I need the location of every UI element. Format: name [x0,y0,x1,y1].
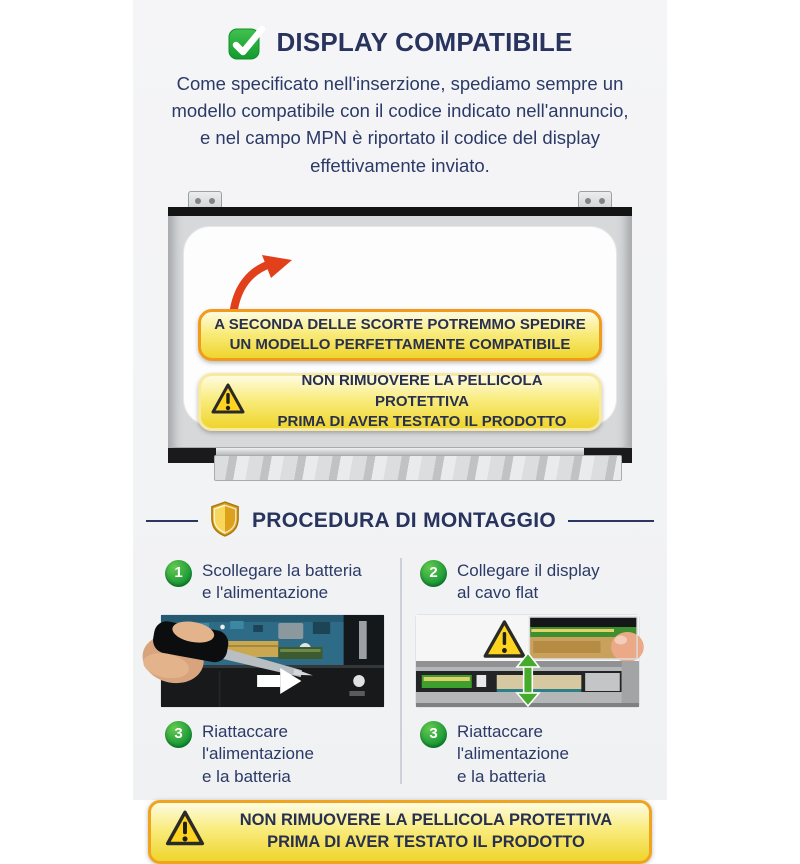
screw-hole [585,198,591,204]
screw-hole [599,198,605,204]
step-3-right-label [400,717,655,788]
stock-note-line: A SECONDA DELLE SCORTE POTREMMO SPEDIRE [214,315,586,333]
footer-warning-line: NON RIMUOVERE LA PELLICOLA PROTETTIVA [239,810,613,829]
film-warning-line: PRIMA DI AVER TESTATO IL PRODOTTO [277,412,567,430]
panel-corner-left [168,448,216,463]
step-number-badge: 3 [165,721,192,748]
step-text: Riattaccare l'alimentazione e la batteria [202,721,314,786]
step-3-left-label [145,717,400,788]
assembly-section-title: PROCEDURA DI MONTAGGIO [251,509,557,533]
flat-cable-connect-photo [416,615,639,707]
assembly-steps [145,556,655,788]
description-line: effettivamente inviato. [310,154,490,176]
lcd-panel-illustration [168,191,632,481]
step-number-badge: 2 [420,560,447,587]
screw-hole [195,198,201,204]
column-divider [400,558,402,784]
footer-warning-line: PRIMA DI AVER TESTATO IL PRODOTTO [267,833,585,852]
content-column [133,0,667,852]
connector-inset-photo [529,617,643,662]
film-warning-note [198,373,602,431]
page-title: DISPLAY COMPATIBILE [276,26,573,57]
header [133,0,667,60]
assembly-section-header [133,501,667,542]
stock-note-line: UN MODELLO PERFETTAMENTE COMPATIBILE [229,335,571,353]
screw-hole [209,198,215,204]
step-text: Scollegare la batteria e l'alimentazione [202,560,362,603]
film-warning-lines [255,371,589,432]
check-icon [227,24,263,60]
step-number-badge: 1 [165,560,192,587]
shield-icon [210,501,240,542]
description-line: Come specificato nell'inserzione, spediamo sempre un [176,73,624,94]
warning-icon [211,383,245,421]
step-2-label [400,556,655,605]
divider-line [146,520,198,522]
divider-line [568,520,654,522]
panel-top-bezel [168,207,632,216]
stock-note [198,309,602,361]
footer-warning-text [217,809,635,854]
step-text: Collegare il display al cavo flat [457,560,600,603]
step-1-label [145,556,400,605]
description [133,70,667,179]
description-line: e nel campo MPN è riportato il codice del display [200,127,600,149]
step-number-badge: 3 [420,721,447,748]
description-line: modello compatibile con il codice indicato nell'annuncio, [171,100,629,122]
curved-arrow-icon [220,253,298,316]
panel-foil-strip [214,455,622,481]
step-text: Riattaccare l'alimentazione e la batteria [457,721,569,786]
battery-disconnect-photo [161,615,384,707]
warning-icon [165,810,205,852]
film-warning-line: NON RIMUOVERE LA PELLICOLA PROTETTIVA [301,372,543,410]
footer-warning-banner [148,800,652,864]
